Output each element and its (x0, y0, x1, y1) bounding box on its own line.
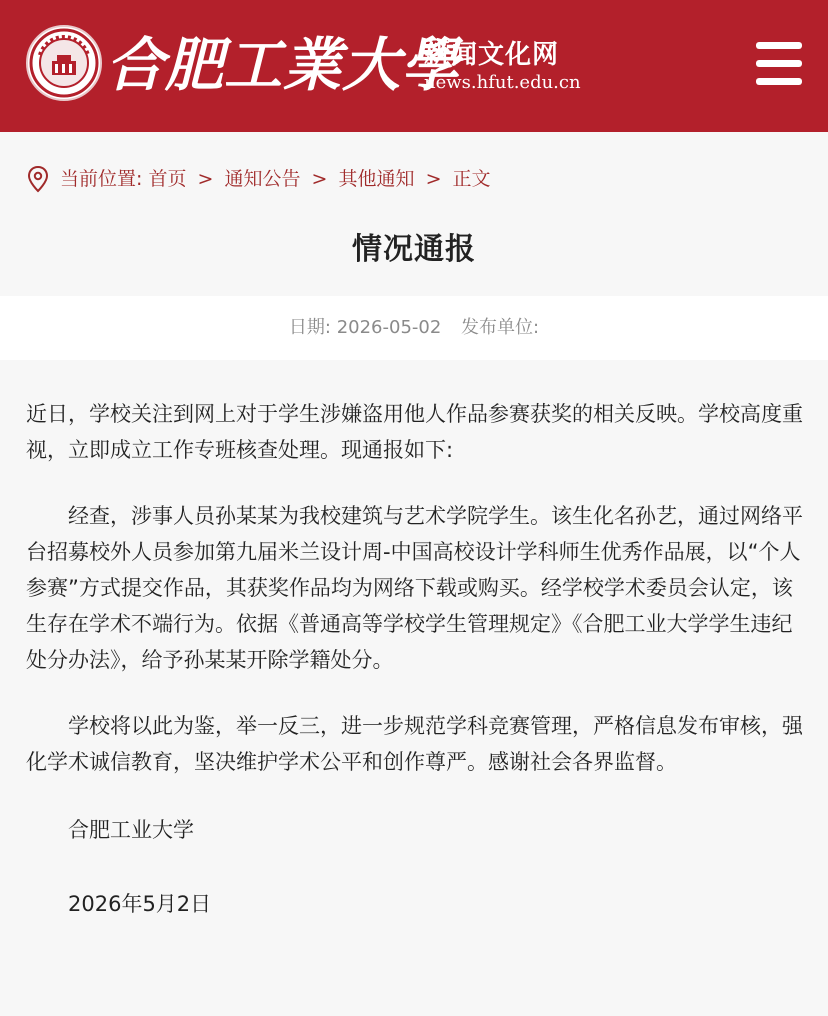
article-meta (0, 314, 828, 342)
article-meta-band (0, 296, 828, 360)
site-subtitle-cn: 新闻文化网 (424, 40, 560, 70)
date-label: 日期: (288, 317, 331, 338)
menu-bar (756, 78, 802, 85)
breadcrumb-notices[interactable]: 通知公告 (224, 168, 301, 190)
article-paragraph: 经查，涉事人员孙某某为我校建筑与艺术学院学生。该生化名孙艺，通过网络平台招募校外人员参加第九届米兰设计周-中国高校设计学科师生优秀作品展，以“个人参赛”方式提交作品，其获奖作品均为网络下载或购买。经学校学术委员会认定，该生存在学术不端行为。依据《普通高等学校学生管理规定》《合肥工业大学学生违纪处分办法》，给予孙某某开除学籍处分。 (26, 504, 803, 672)
university-name-logo[interactable]: 合肥工業大學 (106, 31, 461, 99)
article-title: 情况通报 (352, 232, 476, 267)
menu-bar (756, 60, 802, 67)
hamburger-menu-icon[interactable] (756, 40, 802, 88)
article-sign-date: 2026年5月2日 (68, 892, 212, 916)
breadcrumb-separator: > (425, 168, 442, 190)
breadcrumb-separator: > (197, 168, 214, 190)
date-value: 2026-05-02 (336, 317, 442, 338)
article-signature: 合肥工业大学 (68, 818, 194, 842)
breadcrumb-other-notices[interactable]: 其他通知 (338, 168, 415, 190)
site-url: news.hfut.edu.cn (424, 72, 581, 93)
breadcrumb-prefix: 当前位置: (60, 168, 143, 190)
site-subtitle (424, 40, 581, 94)
site-header (0, 0, 828, 132)
breadcrumb-home[interactable]: 首页 (148, 168, 187, 190)
menu-bar (756, 42, 802, 49)
article-paragraph: 学校将以此为鉴，举一反三，进一步规范学科竞赛管理，严格信息发布审核，强化学术诚信教育，坚决维护学术公平和创作尊严。感谢社会各界监督。 (26, 714, 803, 774)
publisher-label: 发布单位: (461, 317, 540, 338)
breadcrumb-current: 正文 (452, 168, 491, 190)
location-pin-icon (26, 165, 50, 193)
breadcrumb-separator: > (311, 168, 328, 190)
university-seal-icon[interactable] (26, 25, 102, 101)
article-paragraph: 近日，学校关注到网上对于学生涉嫌盗用他人作品参赛获奖的相关反映。学校高度重视，立即成立工作专班核查处理。现通报如下: (26, 402, 803, 462)
article-body (26, 396, 806, 922)
